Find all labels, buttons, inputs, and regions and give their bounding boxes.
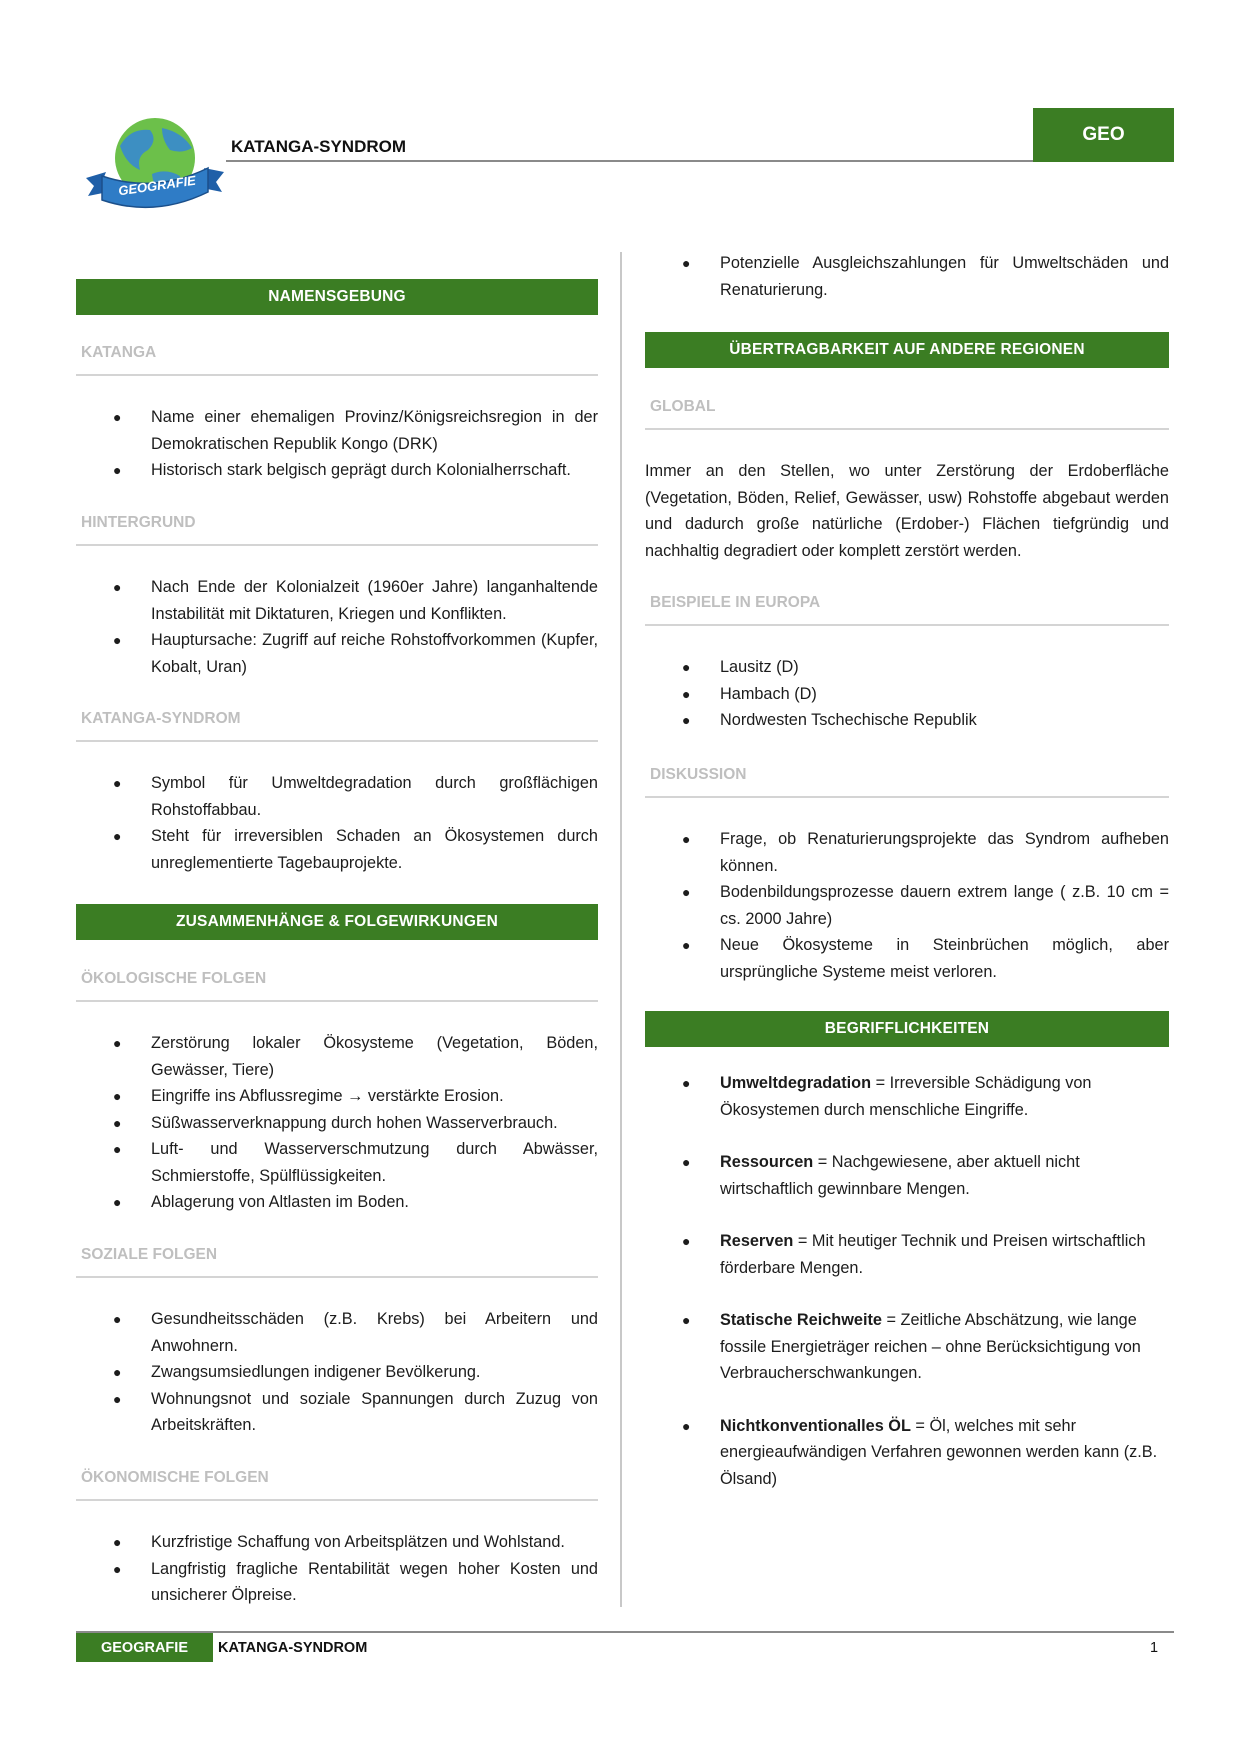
- list-item: ● Kurzfristige Schaffung von Arbeitsplätzen und Wohlstand.: [113, 1533, 565, 1551]
- term-name: Statische Reichweite: [720, 1311, 882, 1329]
- diskussion-list: [645, 826, 1169, 985]
- term-name: Reserven: [720, 1232, 794, 1250]
- footer-subject: GEOGRAFIE: [76, 1633, 213, 1662]
- list-item: ● Hambach (D): [682, 684, 817, 703]
- column-divider: [620, 252, 622, 1607]
- list-item: ● Süßwasserverknappung durch hohen Wasserverbrauch.: [113, 1113, 558, 1132]
- oekonomische-list: [76, 1529, 598, 1609]
- term-definition: = Irreversible Schädigung von Ökosystemen durch menschliche Eingriffe.: [720, 1074, 1092, 1119]
- globe-icon: [80, 116, 230, 216]
- list-item: ● Historisch stark belgisch geprägt durch Kolonialherrschaft.: [113, 461, 571, 479]
- subheading-oekologische-folgen: ÖKOLOGISCHE FOLGEN: [76, 970, 598, 1002]
- subheading-global: GLOBAL: [645, 398, 1169, 430]
- list-item: ● Symbol für Umweltdegradation durch großflächigen Rohstoffabbau.: [113, 774, 598, 819]
- footer-title: KATANGA-SYNDROM: [218, 1640, 368, 1656]
- subheading-beispiele-europa: BEISPIELE IN EUROPA: [645, 594, 1169, 626]
- section-heading-zusammenhaenge: ZUSAMMENHÄNGE & FOLGEWIRKUNGEN: [76, 904, 598, 940]
- subject-tag: GEO: [1033, 108, 1174, 162]
- list-item: ● Name einer ehemaligen Provinz/Königsreichsregion in der Demokratischen Republik Kongo (DRK): [113, 408, 598, 453]
- list-item: ● Zwangsumsiedlungen indigener Bevölkerung.: [113, 1363, 481, 1381]
- subheading-diskussion: DISKUSSION: [645, 766, 1169, 798]
- term-item: ● Nichtkonventionalles ÖL = Öl, welches mit sehr energieaufwändigen Verfahren gewonnen werden kann (z.B. Ölsand): [682, 1416, 1158, 1488]
- syndrom-list: [76, 770, 598, 876]
- geografie-logo: [80, 116, 230, 216]
- term-name: Nichtkonventionalles ÖL: [720, 1416, 911, 1435]
- continued-list: [645, 250, 1169, 303]
- term-item: ● Statische Reichweite = Zeitliche Abschätzung, wie lange fossile Energieträger reichen – ohne Berücksichtigung von Verbraucherschwankungen.: [682, 1311, 1141, 1382]
- term-definition: = Öl, welches mit sehr energieaufwändigen Verfahren gewonnen werden kann (z.B. Ölsand): [720, 1416, 1158, 1488]
- begriffe-list: [645, 1070, 1169, 1518]
- term-item: ● Reserven = Mit heutiger Technik und Preisen wirtschaftlich förderbare Mengen.: [682, 1232, 1146, 1277]
- term-name: Umweltdegradation: [720, 1074, 872, 1092]
- term-definition: = Mit heutiger Technik und Preisen wirtschaftlich förderbare Mengen.: [720, 1232, 1146, 1277]
- subheading-katanga: KATANGA: [76, 344, 598, 376]
- term-item: ● Umweltdegradation = Irreversible Schädigung von Ökosystemen durch menschliche Eingriffe.: [682, 1074, 1092, 1119]
- soziale-list: [76, 1306, 598, 1439]
- section-heading-begrifflichkeiten: BEGRIFFLICHKEITEN: [645, 1011, 1169, 1047]
- list-item: ● Steht für irreversiblen Schaden an Ökosystemen durch unreglementierte Tagebauprojekte.: [113, 827, 598, 872]
- subheading-oekonomische-folgen: ÖKONOMISCHE FOLGEN: [76, 1469, 598, 1501]
- list-item: ● Hauptursache: Zugriff auf reiche Rohstoffvorkommen (Kupfer, Kobalt, Uran): [113, 631, 598, 676]
- term-item: ● Ressourcen = Nachgewiesene, aber aktuell nicht wirtschaftlich gewinnbare Mengen.: [682, 1153, 1080, 1198]
- list-item: ● Ablagerung von Altlasten im Boden.: [113, 1193, 409, 1211]
- section-heading-namensgebung: NAMENSGEBUNG: [76, 279, 598, 315]
- term-definition: = Nachgewiesene, aber aktuell nicht wirtschaftlich gewinnbare Mengen.: [720, 1153, 1080, 1198]
- list-item: ● Lausitz (D): [682, 658, 799, 676]
- list-item: ● Nordwesten Tschechische Republik: [682, 711, 977, 729]
- footer-rule: [76, 1631, 1174, 1633]
- list-item: ● Bodenbildungsprozesse dauern extrem lange ( z.B. 10 cm = cs. 2000 Jahre): [682, 883, 1169, 928]
- list-item: ● Neue Ökosysteme in Steinbrüchen möglich, aber ursprüngliche Systeme meist verloren.: [682, 936, 1169, 981]
- list-item: ● Nach Ende der Kolonialzeit (1960er Jahre) langanhaltende Instabilität mit Diktaturen, Kriegen und Konflikten.: [113, 578, 598, 623]
- list-item: ● Eingriffe ins Abflussregime → verstärkte Erosion.: [113, 1087, 504, 1105]
- section-heading-uebertragbarkeit: ÜBERTRAGBARKEIT AUF ANDERE REGIONEN: [645, 332, 1169, 368]
- list-item: ● Luft- und Wasserverschmutzung durch Abwässer, Schmierstoffe, Spülflüssigkeiten.: [113, 1140, 598, 1185]
- document-title: KATANGA-SYNDROM: [231, 137, 407, 156]
- list-item: ● Frage, ob Renaturierungsprojekte das Syndrom aufheben können.: [682, 830, 1169, 875]
- global-paragraph: Immer an den Stellen, wo unter Zerstörung der Erdoberfläche (Vegetation, Böden, Relief, Gewässer, usw) Rohstoffe abgebaut werden und dadurch große natürliche (Erdober-) Flächen tiefgründig und nachhaltig degradiert oder komplett zerstört werden.: [645, 462, 1169, 560]
- list-item: ● Potenzielle Ausgleichszahlungen für Umweltschäden und Renaturierung.: [682, 254, 1169, 299]
- term-name: Ressourcen: [720, 1153, 814, 1171]
- list-item: ● Gesundheitsschäden (z.B. Krebs) bei Arbeitern und Anwohnern.: [113, 1310, 598, 1355]
- katanga-list: [76, 404, 598, 484]
- hintergrund-list: [76, 574, 598, 680]
- header-rule: [226, 160, 1174, 162]
- logo-text: GEOGRAFIE: [117, 172, 197, 199]
- page-number: 1: [1150, 1640, 1159, 1656]
- subheading-hintergrund: HINTERGRUND: [76, 514, 598, 546]
- list-item: ● Langfristig fragliche Rentabilität wegen hoher Kosten und unsicherer Ölpreise.: [113, 1559, 598, 1604]
- list-item: ● Wohnungsnot und soziale Spannungen durch Zuzug von Arbeitskräften.: [113, 1389, 598, 1434]
- term-definition: = Zeitliche Abschätzung, wie lange fossile Energieträger reichen – ohne Berücksichtigung von Verbraucherschwankungen.: [720, 1311, 1141, 1382]
- list-item: ● Zerstörung lokaler Ökosysteme (Vegetation, Böden, Gewässer, Tiere): [113, 1034, 598, 1079]
- subheading-katanga-syndrom: KATANGA-SYNDROM: [76, 710, 598, 742]
- oekologische-list: [76, 1030, 598, 1216]
- europa-list: [645, 654, 1169, 734]
- subheading-soziale-folgen: SOZIALE FOLGEN: [76, 1246, 598, 1278]
